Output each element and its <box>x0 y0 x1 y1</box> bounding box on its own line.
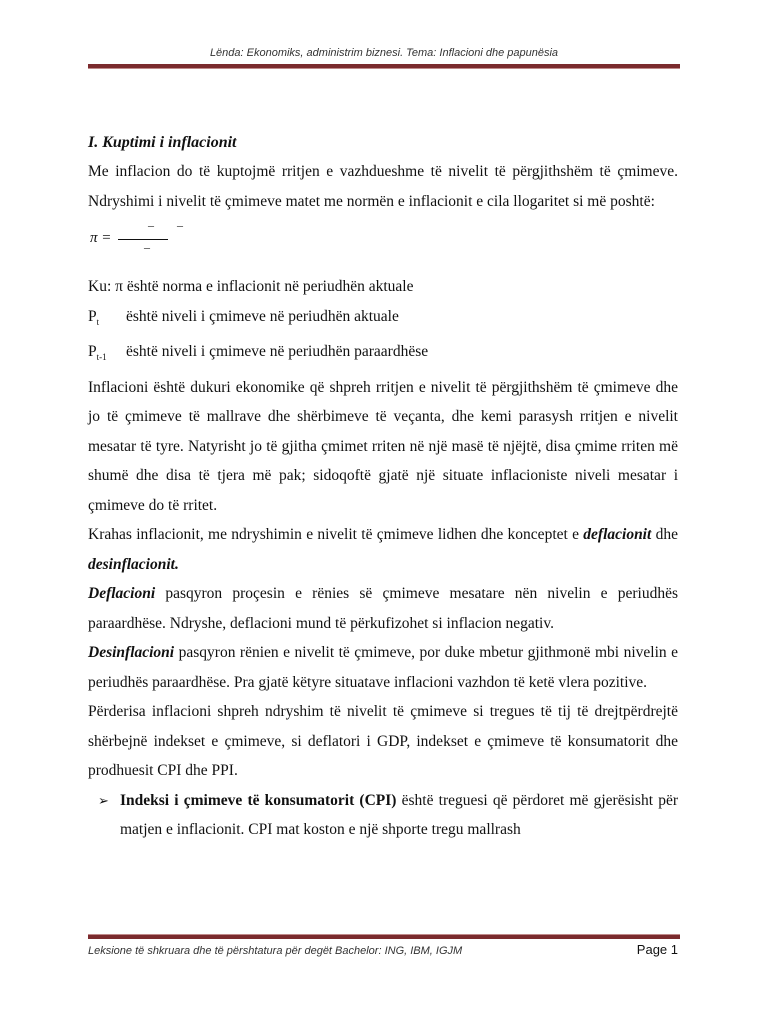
term-desinflacioni: Desinflacioni <box>88 644 175 662</box>
definition-pt-1 <box>88 337 678 373</box>
inflation-formula <box>88 216 678 272</box>
page-header: Lënda: Ekonomiks, administrim biznesi. Tema: Inflacioni dhe papunësia <box>209 47 559 59</box>
formula-fraction-bar <box>118 239 168 240</box>
term-cpi: Indeksi i çmimeve të konsumatorit (CPI) <box>120 791 397 809</box>
paragraph-deflation: Deflacioni pasqyron proçesin e rënies së çmimeve mesatare nën nivelin e periudhës paraardhëse. Ndryshe, deflacioni mund të përkufizohet si inflacion negativ. <box>88 585 678 632</box>
header-divider <box>88 64 680 69</box>
document-body <box>88 128 678 845</box>
term-desinflacionit: desinflacionit. <box>88 555 179 573</box>
footer-divider <box>88 934 680 939</box>
paragraph-related-concepts: Krahas inflacionit, me ndryshimin e nivelit të çmimeve lidhen dhe konceptet e deflacionit dhe desinflacionit. <box>88 526 678 573</box>
formula-denominator: – <box>144 240 150 254</box>
bullet-cpi <box>88 786 678 845</box>
symbol-pt: $P_t$ <box>88 307 100 327</box>
definition-pt <box>88 302 678 338</box>
definition-pi <box>88 272 678 302</box>
symbol-pt-1: $P_{t-1}$ <box>88 343 107 363</box>
definition-pi-text: është norma e inflacionit në periudhën aktuale <box>122 278 414 295</box>
paragraph-disinflation: Desinflacioni pasqyron rënien e nivelit të çmimeve, por duke mbetur gjithmonë mbi nivelin e periudhës paraardhëse. Pra gjatë këtyre situatave inflacioni vazhdon të ketë vlera pozitive. <box>88 644 678 691</box>
paragraph-inflation-phenomenon: Inflacioni është dukuri ekonomike që shpreh rritjen e nivelit të përgjithshëm të çmimeve dhe jo të çmimeve të mallrave dhe shërbimeve të veçanta, dhe kemi parasysh rritjen e nivelit mesatar të tyre. Natyrisht jo të gjitha çmimet rriten në një masë të njëjtë, disa çmime rriten më shumë dhe disa të tjera më pak; sidoqoftë gjatë një situate inflacioniste niveli mesatar i çmimeve do të rritet. <box>88 378 678 514</box>
paragraph-inflation-definition: Me inflacion do të kuptojmë rritjen e vazhdueshme të nivelit të përgjithshëm të çmimeve. Ndryshimi i nivelit të çmimeve matet me normën e inflacionit e cila llogaritet si më poshtë: <box>88 163 678 210</box>
definition-pt-1-text: është niveli i çmimeve në periudhën paraardhëse <box>126 343 429 361</box>
formula-numerator: – – <box>148 218 193 232</box>
paragraph-price-indices: Përderisa inflacioni shpreh ndryshim të nivelit të çmimeve si tregues të tij të drejtpërdrejtë shërbejnë indekset e çmimeve, si deflatori i GDP, indekset e çmimeve të konsumatorit dhe prodhuesit CPI dhe PPI. <box>88 703 678 780</box>
formula-lhs: π = <box>90 230 112 246</box>
definition-pi-label: Ku: π <box>88 278 123 295</box>
bullet-cpi-text: Indeksi i çmimeve të konsumatorit (CPI) është treguesi që përdoret më gjerësisht për matjen e inflacionit. CPI mat koston e një shporte tregu mallrash <box>120 791 678 839</box>
arrow-bullet-icon: ➢ <box>98 792 109 808</box>
page-number: Page 1 <box>636 942 678 957</box>
definition-pt-text: është niveli i çmimeve në periudhën aktuale <box>126 307 399 325</box>
term-deflacionit: deflacionit <box>583 526 652 544</box>
term-deflacioni: Deflacioni <box>88 585 156 603</box>
section-title: I. Kuptimi i inflacionit <box>88 134 237 151</box>
footer-course-note: Leksione të shkruara dhe të përshtatura për degët Bachelor: ING, IBM, IGJM <box>88 945 463 957</box>
